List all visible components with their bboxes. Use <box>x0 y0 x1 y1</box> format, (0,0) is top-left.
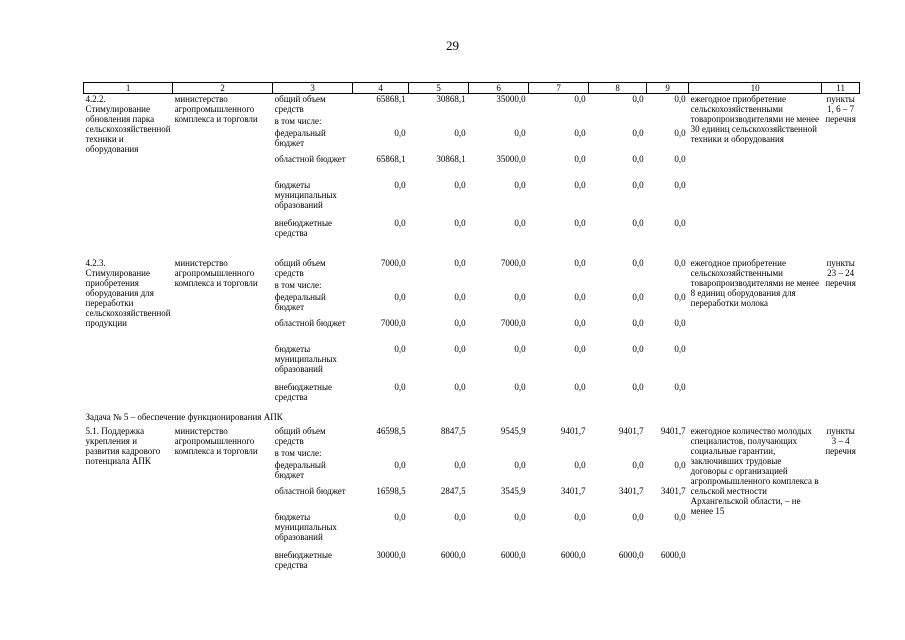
amount-cell: 0,0 <box>394 511 406 522</box>
amount-cell: 0,0 <box>394 217 406 228</box>
amount-cell: 0,0 <box>454 459 466 470</box>
amount-cell: 0,0 <box>574 511 586 522</box>
amount-cell: 9401,7 <box>618 425 644 436</box>
amount-cell: 0,0 <box>574 153 586 164</box>
item-reference: пункты 1, 6 – 7 перечня <box>825 94 856 124</box>
program-table <box>83 82 860 576</box>
amount-cell: 2847,5 <box>440 485 466 496</box>
amount-cell: 0,0 <box>514 459 526 470</box>
amount-cell: 9401,7 <box>560 425 586 436</box>
column-number-3: 3 <box>273 83 353 94</box>
amount-cell: 0,0 <box>454 381 466 392</box>
funding-source: областной бюджет <box>274 485 346 496</box>
amount-cell <box>353 448 409 460</box>
amount-cell: 0,0 <box>674 381 686 392</box>
amount-cell: 3401,7 <box>660 485 686 496</box>
column-number-8: 8 <box>589 83 647 94</box>
amount-cell <box>589 448 647 460</box>
amount-cell: 0,0 <box>674 94 686 104</box>
item-result: ежегодное приобретение сельскохозяйственными товаропроизводителями не менее 30 единиц сельскохозяйственной техники и оборудования <box>690 94 819 144</box>
amount-cell: 9545,9 <box>500 425 526 436</box>
amount-cell: 0,0 <box>674 317 686 328</box>
amount-cell: 0,0 <box>454 217 466 228</box>
amount-cell: 0,0 <box>454 127 466 138</box>
amount-cell: 0,0 <box>514 127 526 138</box>
funding-source: общий объем средств <box>274 94 326 114</box>
column-number-7: 7 <box>529 83 589 94</box>
item-name: 5.1. Поддержка укрепления и развития кадрового потенциала АПК <box>85 425 161 466</box>
amount-cell: 0,0 <box>674 511 686 522</box>
amount-cell: 0,0 <box>574 94 586 104</box>
amount-cell: 6000,0 <box>440 549 466 560</box>
amount-cell: 0,0 <box>514 511 526 522</box>
amount-cell: 0,0 <box>394 127 406 138</box>
amount-cell: 0,0 <box>674 291 686 302</box>
amount-cell: 0,0 <box>454 291 466 302</box>
amount-cell: 0,0 <box>632 217 644 228</box>
funding-source: федеральный бюджет <box>274 127 326 148</box>
amount-cell <box>647 280 689 292</box>
amount-cell: 0,0 <box>632 511 644 522</box>
amount-cell: 0,0 <box>394 179 406 190</box>
amount-cell: 0,0 <box>674 459 686 470</box>
amount-cell: 0,0 <box>632 459 644 470</box>
amount-cell: 0,0 <box>574 127 586 138</box>
amount-cell: 0,0 <box>514 291 526 302</box>
amount-cell <box>589 116 647 128</box>
funding-source: внебюджетные средства <box>274 549 332 570</box>
amount-cell: 0,0 <box>454 317 466 328</box>
funding-source: бюджеты муниципальных образований <box>274 343 337 374</box>
amount-cell: 0,0 <box>574 291 586 302</box>
funding-source: общий объем средств <box>274 257 326 278</box>
item-executor: министерство агропромышленного комплекса и торговли <box>174 257 258 288</box>
amount-cell <box>529 448 589 460</box>
amount-cell: 7000,0 <box>500 317 526 328</box>
amount-cell: 0,0 <box>632 127 644 138</box>
amount-cell: 0,0 <box>674 343 686 354</box>
amount-cell: 9401,7 <box>660 425 686 436</box>
funding-source: областной бюджет <box>274 317 346 328</box>
amount-cell: 6000,0 <box>660 549 686 560</box>
amount-cell: 6000,0 <box>500 549 526 560</box>
amount-cell <box>529 280 589 292</box>
amount-cell: 0,0 <box>674 127 686 138</box>
amount-cell: 3401,7 <box>560 485 586 496</box>
amount-cell: 65868,1 <box>376 94 406 104</box>
amount-cell <box>409 448 469 460</box>
item-name: 4.2.3. Стимулирование приобретения оборудования для переработки сельскохозяйственной продукции <box>85 257 171 328</box>
amount-cell: 0,0 <box>514 217 526 228</box>
amount-cell: 0,0 <box>574 179 586 190</box>
amount-cell: 7000,0 <box>380 257 406 268</box>
amount-cell: 6000,0 <box>560 549 586 560</box>
amount-cell: 35000,0 <box>496 94 526 104</box>
funding-source: общий объем средств <box>274 425 326 446</box>
column-number-6: 6 <box>469 83 529 94</box>
table-row <box>84 258 860 280</box>
funding-source: внебюджетные средства <box>274 217 332 238</box>
amount-cell: 0,0 <box>574 459 586 470</box>
item-result: ежегодное количество молодых специалистов, получающих социальные гарантии, заключивших трудовые договоры с организацией агропромышленного комплекса в сельской местности Архангельской области, – не менее 15 <box>690 425 819 516</box>
amount-cell: 65868,1 <box>376 153 406 164</box>
column-number-2: 2 <box>173 83 273 94</box>
amount-cell: 0,0 <box>454 257 466 268</box>
amount-cell: 0,0 <box>632 179 644 190</box>
amount-cell: 0,0 <box>394 381 406 392</box>
amount-cell: 0,0 <box>632 291 644 302</box>
funding-source: областной бюджет <box>274 153 346 164</box>
amount-cell <box>469 448 529 460</box>
column-number-9: 9 <box>647 83 689 94</box>
amount-cell: 0,0 <box>632 94 644 104</box>
amount-cell: 0,0 <box>674 179 686 190</box>
amount-cell <box>647 448 689 460</box>
amount-cell: 0,0 <box>514 381 526 392</box>
amount-cell: 0,0 <box>632 317 644 328</box>
amount-cell <box>469 280 529 292</box>
funding-source: бюджеты муниципальных образований <box>274 511 337 542</box>
table-body <box>84 94 860 576</box>
amount-cell <box>589 280 647 292</box>
amount-cell: 6000,0 <box>618 549 644 560</box>
amount-cell <box>353 116 409 128</box>
amount-cell: 0,0 <box>632 381 644 392</box>
item-result: ежегодное приобретение сельскохозяйственными товаропроизводителями не менее 8 единиц оборудования для переработки молока <box>690 257 819 308</box>
item-name: 4.2.2. Стимулирование обновления парка сельскохозяйственной техники и оборудования <box>85 94 171 154</box>
funding-source: внебюджетные средства <box>274 381 332 402</box>
amount-cell: 0,0 <box>632 153 644 164</box>
amount-cell: 0,0 <box>574 343 586 354</box>
amount-cell: 0,0 <box>632 257 644 268</box>
amount-cell: 0,0 <box>394 291 406 302</box>
table-header <box>84 83 860 94</box>
amount-cell: 0,0 <box>454 179 466 190</box>
amount-cell: 3401,7 <box>618 485 644 496</box>
funding-source: в том числе: <box>274 279 322 290</box>
amount-cell <box>353 280 409 292</box>
column-number-4: 4 <box>353 83 409 94</box>
amount-cell: 0,0 <box>394 459 406 470</box>
spacer-cell <box>84 244 860 258</box>
item-executor: министерство агропромышленного комплекса и торговли <box>174 94 258 124</box>
amount-cell: 0,0 <box>394 343 406 354</box>
amount-cell: 0,0 <box>514 179 526 190</box>
item-executor: министерство агропромышленного комплекса и торговли <box>174 425 258 456</box>
table-row <box>84 426 860 448</box>
funding-source: федеральный бюджет <box>274 459 326 480</box>
amount-cell: 30868,1 <box>436 153 466 164</box>
amount-cell: 0,0 <box>674 153 686 164</box>
column-number-11: 11 <box>822 83 860 94</box>
amount-cell: 30868,1 <box>436 94 466 104</box>
column-number-5: 5 <box>409 83 469 94</box>
amount-cell: 0,0 <box>574 217 586 228</box>
amount-cell: 0,0 <box>454 343 466 354</box>
page-number: 29 <box>446 38 459 53</box>
amount-cell: 35000,0 <box>496 153 526 164</box>
table-row <box>84 94 860 116</box>
amount-cell: 7000,0 <box>500 257 526 268</box>
amount-cell: 7000,0 <box>380 317 406 328</box>
amount-cell: 0,0 <box>632 343 644 354</box>
funding-source: бюджеты муниципальных образований <box>274 179 337 210</box>
column-number-10: 10 <box>689 83 822 94</box>
amount-cell: 16598,5 <box>376 485 406 496</box>
spacer-row <box>84 244 860 258</box>
amount-cell <box>647 116 689 128</box>
amount-cell <box>409 116 469 128</box>
amount-cell: 0,0 <box>454 511 466 522</box>
funding-source: в том числе: <box>274 447 322 458</box>
task-heading: Задача № 5 – обеспечение функционирования АПК <box>85 411 283 422</box>
amount-cell: 0,0 <box>674 257 686 268</box>
amount-cell: 46598,5 <box>376 425 406 436</box>
amount-cell: 30000,0 <box>376 549 406 560</box>
item-reference: пункты 3 – 4 перечня <box>825 425 856 456</box>
amount-cell: 0,0 <box>574 317 586 328</box>
amount-cell: 8847,5 <box>440 425 466 436</box>
amount-cell <box>409 280 469 292</box>
item-reference: пункты 23 – 24 перечня <box>825 257 856 288</box>
amount-cell <box>469 116 529 128</box>
amount-cell: 0,0 <box>674 217 686 228</box>
amount-cell: 0,0 <box>514 343 526 354</box>
column-number-1: 1 <box>84 83 173 94</box>
funding-source: федеральный бюджет <box>274 291 326 312</box>
amount-cell <box>529 116 589 128</box>
task-row <box>84 408 860 426</box>
amount-cell: 0,0 <box>574 257 586 268</box>
amount-cell: 0,0 <box>574 381 586 392</box>
amount-cell: 3545,9 <box>500 485 526 496</box>
funding-source: в том числе: <box>274 115 322 126</box>
